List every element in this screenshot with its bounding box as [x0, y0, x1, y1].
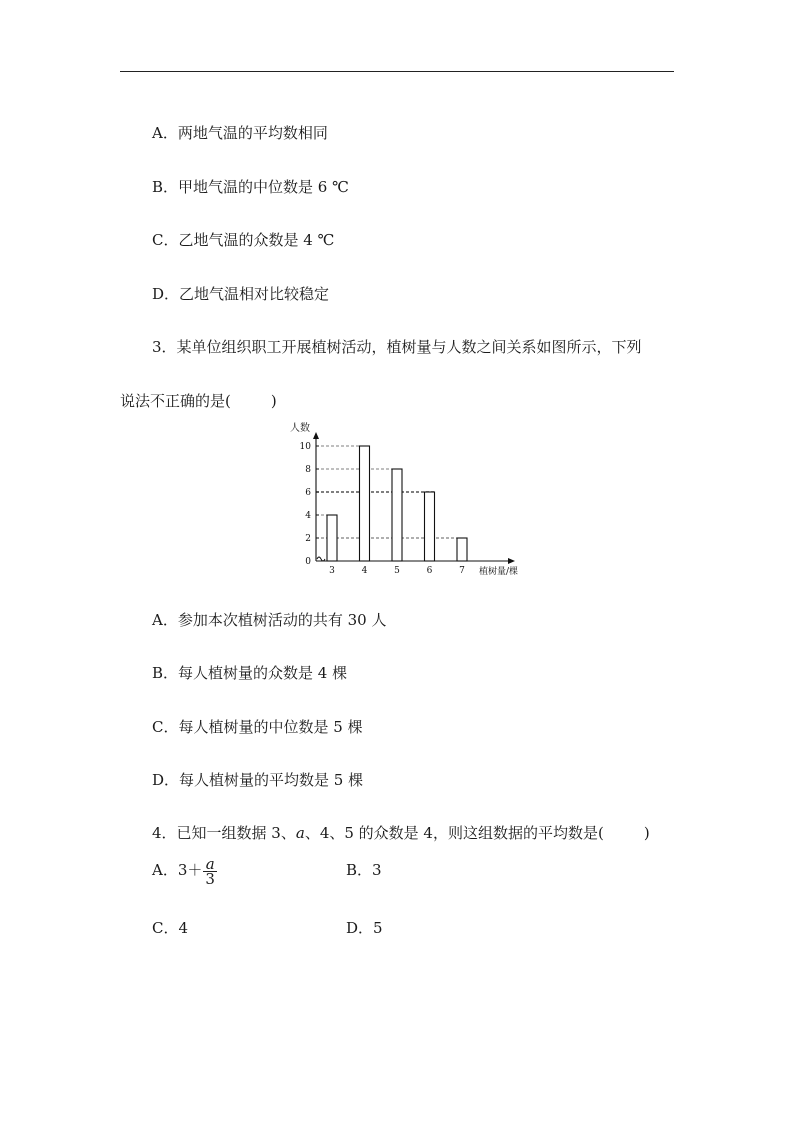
q4-option-c[interactable] — [152, 918, 188, 938]
q4-stem-suffix: 、4、5 的众数是 4，则这组数据的平均数是( — [304, 824, 604, 842]
x-tick-label: 3 — [329, 566, 335, 576]
option-letter: D． — [346, 919, 374, 937]
q2-option-c[interactable] — [152, 230, 334, 250]
header-rule — [120, 71, 674, 72]
option-letter: B． — [346, 861, 373, 879]
option-letter: B． — [152, 664, 179, 682]
y-tick-label: 10 — [299, 442, 311, 452]
bar-6 — [425, 492, 435, 561]
q4-option-b[interactable] — [346, 860, 382, 880]
x-tick-label: 6 — [426, 566, 433, 576]
option-text: 参加本次植树活动的共有 30 人 — [177, 611, 387, 629]
q3-option-d[interactable] — [152, 770, 363, 790]
q2-option-d[interactable] — [152, 284, 329, 304]
x-axis-label: 植树量/棵 — [479, 567, 519, 577]
option-text: 5 — [373, 919, 383, 937]
q2-option-a[interactable] — [152, 123, 328, 143]
option-text: 每人植树量的中位数是 5 棵 — [178, 718, 363, 736]
option-letter: C． — [152, 718, 179, 736]
y-tick-label: 4 — [305, 511, 311, 521]
bar-5 — [392, 469, 402, 561]
bar-7 — [457, 538, 467, 561]
y-tick-label: 6 — [305, 488, 311, 498]
x-tick-label: 7 — [459, 566, 465, 576]
option-letter: A． — [152, 611, 178, 629]
q3-option-a[interactable] — [152, 610, 386, 630]
x-axis-arrow — [508, 558, 515, 564]
option-letter: A． — [152, 861, 178, 879]
option-letter: D． — [152, 285, 180, 303]
option-letter: B． — [152, 178, 179, 196]
option-a-prefix: 3＋ — [177, 861, 203, 879]
y-tick-label: 0 — [305, 557, 311, 567]
option-text: 乙地气温的众数是 4 ℃ — [178, 231, 335, 249]
bar-4 — [360, 446, 370, 561]
option-text: 每人植树量的平均数是 5 棵 — [179, 771, 364, 789]
q2-option-b[interactable] — [152, 177, 349, 197]
q3-option-c[interactable] — [152, 717, 363, 737]
option-text: 3 — [372, 861, 382, 879]
y-tick-label: 2 — [305, 534, 311, 544]
option-letter: C． — [152, 231, 179, 249]
q4-option-a[interactable] — [152, 852, 217, 888]
y-tick-label: 8 — [305, 465, 311, 475]
q4-stem-close: ) — [643, 824, 650, 842]
option-letter: C． — [152, 919, 179, 937]
option-text: 甲地气温的中位数是 6 ℃ — [178, 178, 349, 196]
q3-option-b[interactable] — [152, 663, 347, 683]
option-letter: A． — [152, 124, 178, 142]
option-text: 4 — [178, 919, 189, 937]
fraction-a-over-3 — [203, 854, 217, 888]
q3-stem-line1: 3．某单位组织职工开展植树活动，植树量与人数之间关系如图所示，下列 — [152, 338, 642, 356]
q4-option-d[interactable] — [346, 918, 383, 938]
option-text: 乙地气温相对比较稳定 — [179, 285, 330, 303]
q4-stem-variable: a — [295, 824, 305, 842]
q4-stem-prefix: 4．已知一组数据 3、 — [152, 824, 296, 842]
q3-stem-line2 — [120, 391, 277, 411]
option-text: 每人植树量的众数是 4 棵 — [178, 664, 348, 682]
fraction-denominator: 3 — [205, 869, 215, 888]
tree-planting-bar-chart — [290, 418, 540, 583]
q4-stem — [152, 823, 650, 843]
x-tick-label: 5 — [394, 566, 400, 576]
axis-break-mark — [317, 557, 325, 561]
fraction-numerator: a — [203, 857, 217, 872]
x-tick-label: 4 — [361, 566, 368, 576]
bar-3 — [327, 515, 337, 561]
q3-stem-suffix: ) — [270, 392, 277, 410]
y-axis-arrow — [313, 432, 319, 439]
y-axis-label: 人数 — [290, 423, 310, 434]
option-letter: D． — [152, 771, 180, 789]
q3-stem-prefix: 说法不正确的是( — [120, 392, 231, 410]
option-text: 两地气温的平均数相同 — [177, 124, 328, 142]
